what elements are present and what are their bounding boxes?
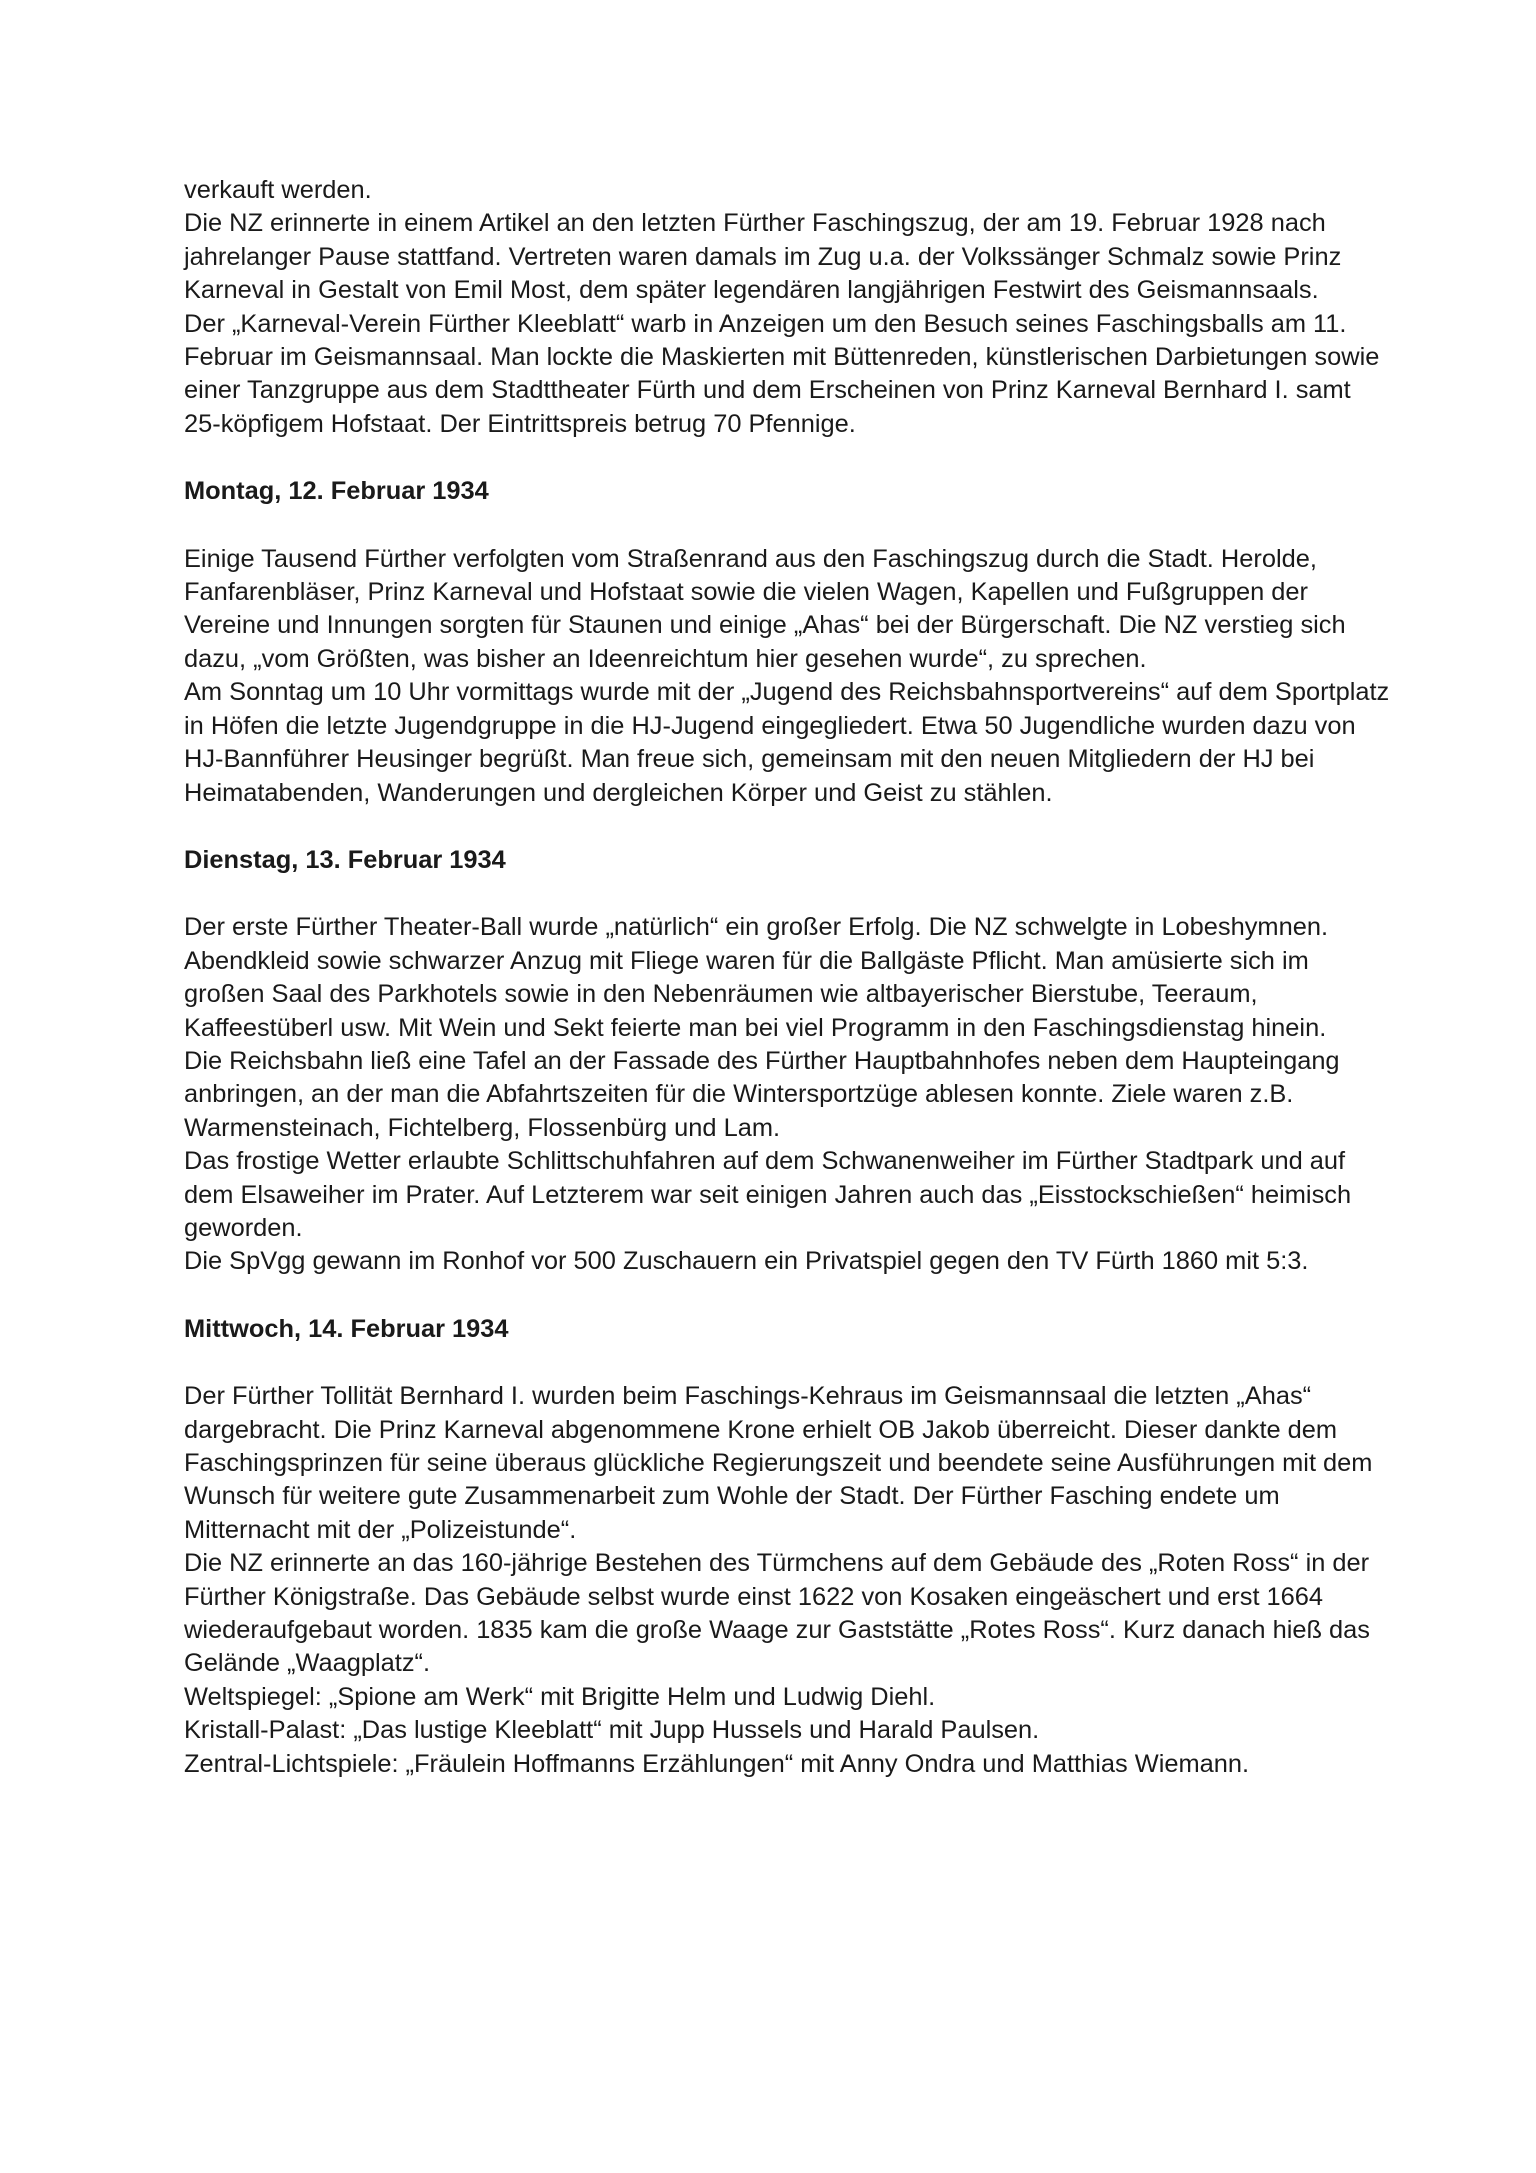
paragraph: Kristall-Palast: „Das lustige Kleeblatt“ mit Jupp Hussels und Harald Paulsen. xyxy=(184,1716,1040,1745)
paragraph: Der „Karneval-Verein Fürther Kleeblatt“ warb in Anzeigen um den Besuch seines Faschingsballs am 11. Februar im Geismannsaal. Man lockte die Maskierten mit Büttenreden, künstlerischen Darbietungen sowie einer Tanzgruppe aus dem Stadttheater Fürth und dem Erscheinen von Prinz Karneval Bernhard I. samt 25-köpfigem Hofstaat. Der Eintrittspreis betrug 70 Pfennige. xyxy=(184,309,1380,438)
paragraph: Die NZ erinnerte an das 160-jährige Bestehen des Türmchens auf dem Gebäude des „Roten Ross“ in der Fürther Königstraße. Das Gebäude selbst wurde einst 1622 von Kosaken eingeäschert und erst 1664 wiederaufgebaut worden. 1835 kam die große Waage zur Gaststätte „Rotes Ross“. Kurz danach hieß das Gelände „Waagplatz“. xyxy=(184,1549,1370,1678)
paragraph: Die Reichsbahn ließ eine Tafel an der Fassade des Fürther Hauptbahnhofes neben dem Haupteingang anbringen, an der man die Abfahrtszeiten für die Wintersportzüge ablesen konnte. Ziele waren z.B. Warmensteinach, Fichtelberg, Flossenbürg und Lam. xyxy=(184,1046,1340,1142)
paragraph: Am Sonntag um 10 Uhr vormittags wurde mit der „Jugend des Reichsbahnsportvereins“ auf dem Sportplatz in Höfen die letzte Jugendgruppe in die HJ-Jugend eingegliedert. Etwa 50 Jugendliche wurden dazu von HJ-Bannführer Heusinger begrüßt. Man freue sich, gemeinsam mit den neuen Mitgliedern der HJ bei Heimatabenden, Wanderungen und dergleichen Körper und Geist zu stählen. xyxy=(184,678,1390,807)
paragraph: Die NZ erinnerte in einem Artikel an den letzten Fürther Faschingszug, der am 19. Februar 1928 nach jahrelanger Pause stattfand. Vertreten waren damals im Zug u.a. der Volkssänger Schmalz sowie Prinz Karneval in Gestalt von Emil Most, dem später legendären langjährigen Festwirt des Geismannsaals. xyxy=(184,209,1342,305)
paragraph: Weltspiegel: „Spione am Werk“ mit Brigitte Helm und Ludwig Diehl. xyxy=(184,1682,936,1711)
section-heading: Mittwoch, 14. Februar 1934 xyxy=(184,1314,509,1343)
paragraph: Das frostige Wetter erlaubte Schlittschuhfahren auf dem Schwanenweiher im Fürther Stadtpark und auf dem Elsaweiher im Prater. Auf Letzterem war seit einigen Jahren auch das „Eisstockschießen“ heimisch geworden. xyxy=(184,1147,1352,1242)
section-heading: Dienstag, 13. Februar 1934 xyxy=(184,845,506,874)
paragraph: Der erste Fürther Theater-Ball wurde „natürlich“ ein großer Erfolg. Die NZ schwelgte in Lobeshymnen. Abendkleid sowie schwarzer Anzug mit Fliege waren für die Ballgäste Pflicht. Man amüsierte sich im großen Saal des Parkhotels sowie in den Nebenräumen wie altbayerischer Bierstube, Teeraum, Kaffeestüberl usw. Mit Wein und Sekt feierte man bei viel Programm in den Faschingsdienstag hinein. xyxy=(184,913,1329,1042)
paragraph: Zentral-Lichtspiele: „Fräulein Hoffmanns Erzählungen“ mit Anny Ondra und Matthias Wiemann. xyxy=(184,1749,1250,1778)
paragraph: Einige Tausend Fürther verfolgten vom Straßenrand aus den Faschingszug durch die Stadt. Herolde, Fanfarenbläser, Prinz Karneval und Hofstaat sowie die vielen Wagen, Kapellen und Fußgruppen der Vereine und Innungen sorgten für Staunen und einige „Ahas“ bei der Bürgerschaft. Die NZ verstieg sich dazu, „vom Größten, was bisher an Ideenreichtum hier gesehen wurde“, zu sprechen. xyxy=(184,544,1346,673)
paragraph: Der Fürther Tollität Bernhard I. wurden beim Faschings-Kehraus im Geismannsaal die letzten „Ahas“ dargebracht. Die Prinz Karneval abgenommene Krone erhielt OB Jakob überreicht. Dieser dankte dem Faschingsprinzen für seine überaus glückliche Regierungszeit und beendete seine Ausführungen mit dem Wunsch für weitere gute Zusammenarbeit zum Wohle der Stadt. Der Fürther Fasching endete um Mitternacht mit der „Polizeistunde“. xyxy=(184,1382,1373,1544)
paragraph: Die SpVgg gewann im Ronhof vor 500 Zuschauern ein Privatspiel gegen den TV Fürth 1860 mit 5:3. xyxy=(184,1247,1309,1276)
paragraph: verkauft werden. xyxy=(184,176,372,204)
document-page xyxy=(184,174,1394,1781)
section-heading: Montag, 12. Februar 1934 xyxy=(184,477,489,506)
